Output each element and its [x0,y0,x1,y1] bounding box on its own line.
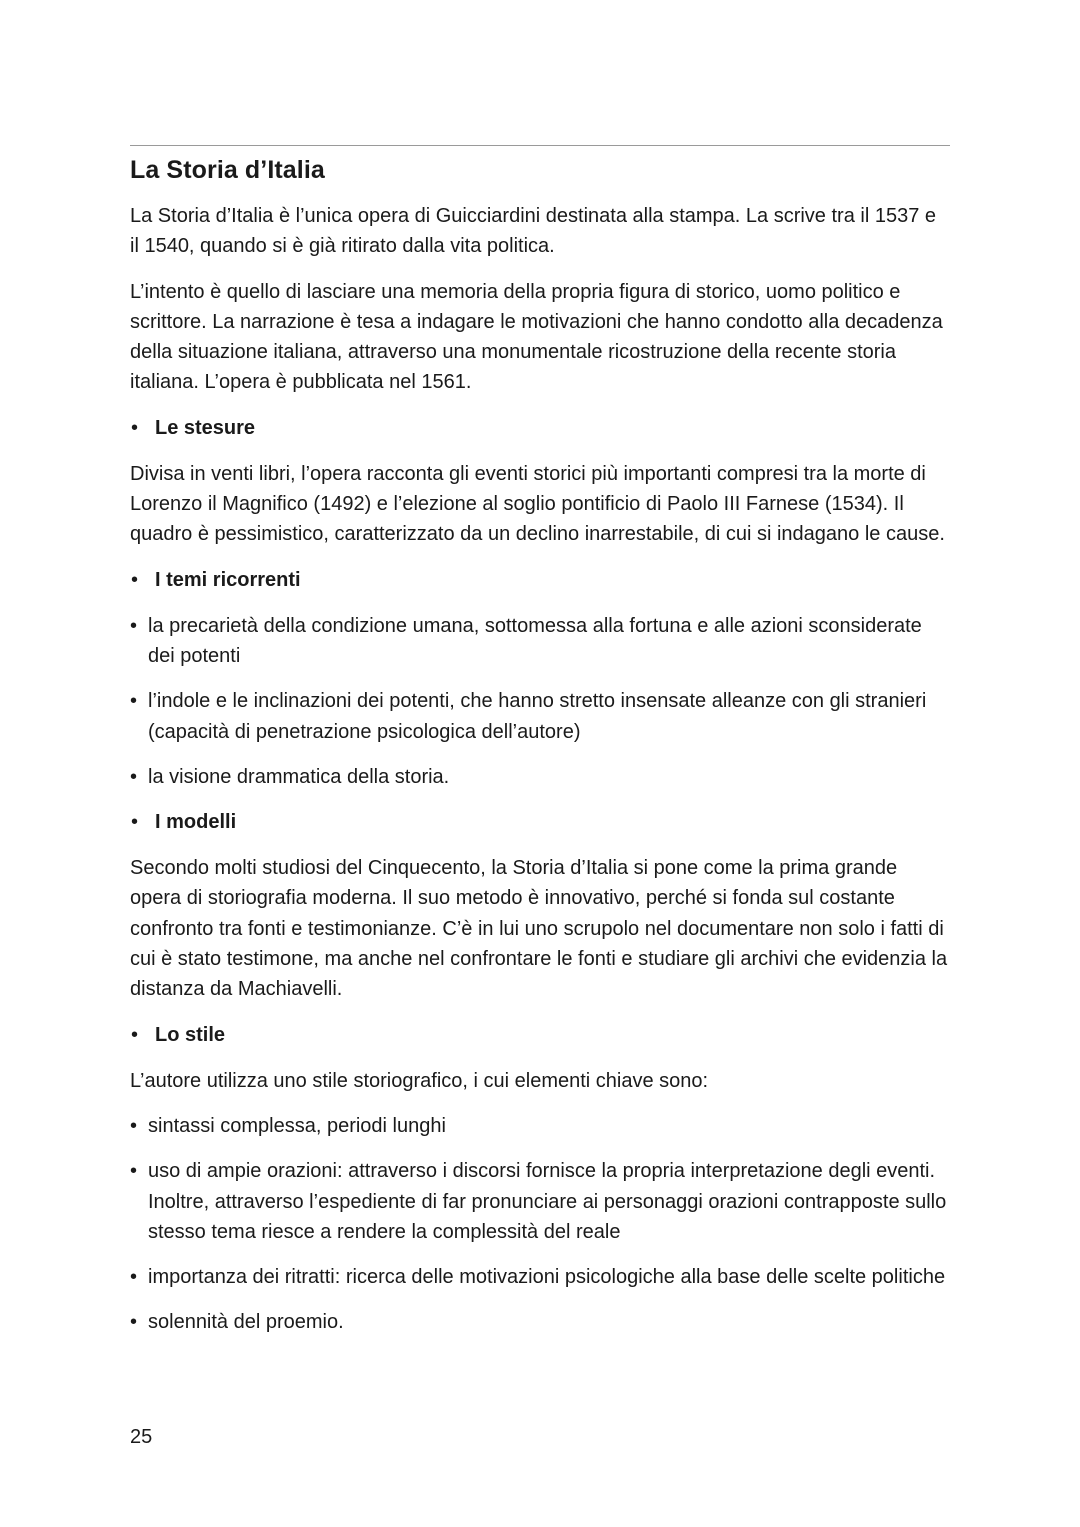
section-title: Le stesure [155,416,256,439]
list-item [130,1307,950,1337]
list-item-text: solennità del proemio. [148,1311,344,1334]
modelli-paragraph: Secondo molti studiosi del Cinquecento, la Storia d’Italia si pone come la prima grande opera di storiografia moderna. Il suo metodo è innovativo, perché si fonda sul costante confronto tra fonti e testimonianze. C’è in lui uno scrupolo nel documentare non solo i fatti di cui è stato testimone, ma anche nel confrontare le fonti e studiare gli archivi che evidenzia la distanza da Machiavelli. [130,857,948,1001]
bullet-icon: • [131,811,139,834]
list-item [130,686,950,747]
bullet-icon: • [130,614,138,637]
intro-paragraph-2: L’intento è quello di lasciare una memoria della propria figura di storico, uomo politico e scrittore. La narrazione è tesa a indagare le motivazioni che hanno condotto alla decadenza della situazione italiana, attraverso una monumentale ricostruzione della recente storia italiana. L’opera è pubblicata nel 1561. [130,280,943,394]
intro-paragraph-1: La Storia d’Italia è l’unica opera di Guicciardini destinata alla stampa. La scrive tra il 1537 e il 1540, quando si è già ritirato dalla vita politica. [130,205,936,258]
list-item [130,611,950,672]
bullet-icon: • [131,416,139,439]
list-item [130,762,950,792]
section-heading-stile [130,1020,950,1050]
page-content [130,145,950,1353]
bullet-icon: • [130,1266,138,1289]
page-title: La Storia d’Italia [130,156,325,184]
bullet-icon: • [130,1160,138,1183]
bullet-icon: • [130,765,138,788]
page-number: 25 [130,1426,153,1448]
section-title: I temi ricorrenti [155,568,301,591]
list-item-text: l’indole e le inclinazioni dei potenti, che hanno stretto insensate alleanze con gli stranieri (capacità di penetrazione psicologica dell’autore) [148,690,927,743]
stile-paragraph: L’autore utilizza uno stile storiografico, i cui elementi chiave sono: [130,1069,709,1092]
section-heading-stesure [130,413,950,443]
list-item [130,1262,950,1292]
section-heading-temi [130,565,950,595]
list-item-text: sintassi complessa, periodi lunghi [148,1114,446,1137]
list-item [130,1156,950,1247]
stesure-paragraph: Divisa in venti libri, l’opera racconta gli eventi storici più importanti compresi tra la morte di Lorenzo il Magnifico (1492) e l’elezione al soglio pontificio di Paolo III Farnese (1534). Il quadro è pessimistico, caratterizzato da un declino inarrestabile, di cui si indagano le cause. [130,462,945,546]
temi-list [130,611,950,792]
bullet-icon: • [131,1023,139,1046]
top-divider [130,145,950,146]
bullet-icon: • [130,1311,138,1334]
bullet-icon: • [130,1114,138,1137]
list-item-text: importanza dei ritratti: ricerca delle motivazioni psicologiche alla base delle scelte politiche [148,1266,946,1289]
section-title: I modelli [155,811,237,834]
list-item-text: la visione drammatica della storia. [148,765,450,788]
stile-list [130,1111,950,1338]
section-heading-modelli [130,807,950,837]
list-item [130,1111,950,1141]
list-item-text: uso di ampie orazioni: attraverso i discorsi fornisce la propria interpretazione degli eventi. Inoltre, attraverso l’espediente di far pronunciare ai personaggi orazioni contrapposte sullo stesso tema riesce a rendere la complessità del reale [148,1160,947,1243]
bullet-icon: • [130,690,138,713]
list-item-text: la precarietà della condizione umana, sottomessa alla fortuna e alle azioni sconsiderate dei potenti [148,614,922,667]
bullet-icon: • [131,568,139,591]
section-title: Lo stile [155,1023,226,1046]
